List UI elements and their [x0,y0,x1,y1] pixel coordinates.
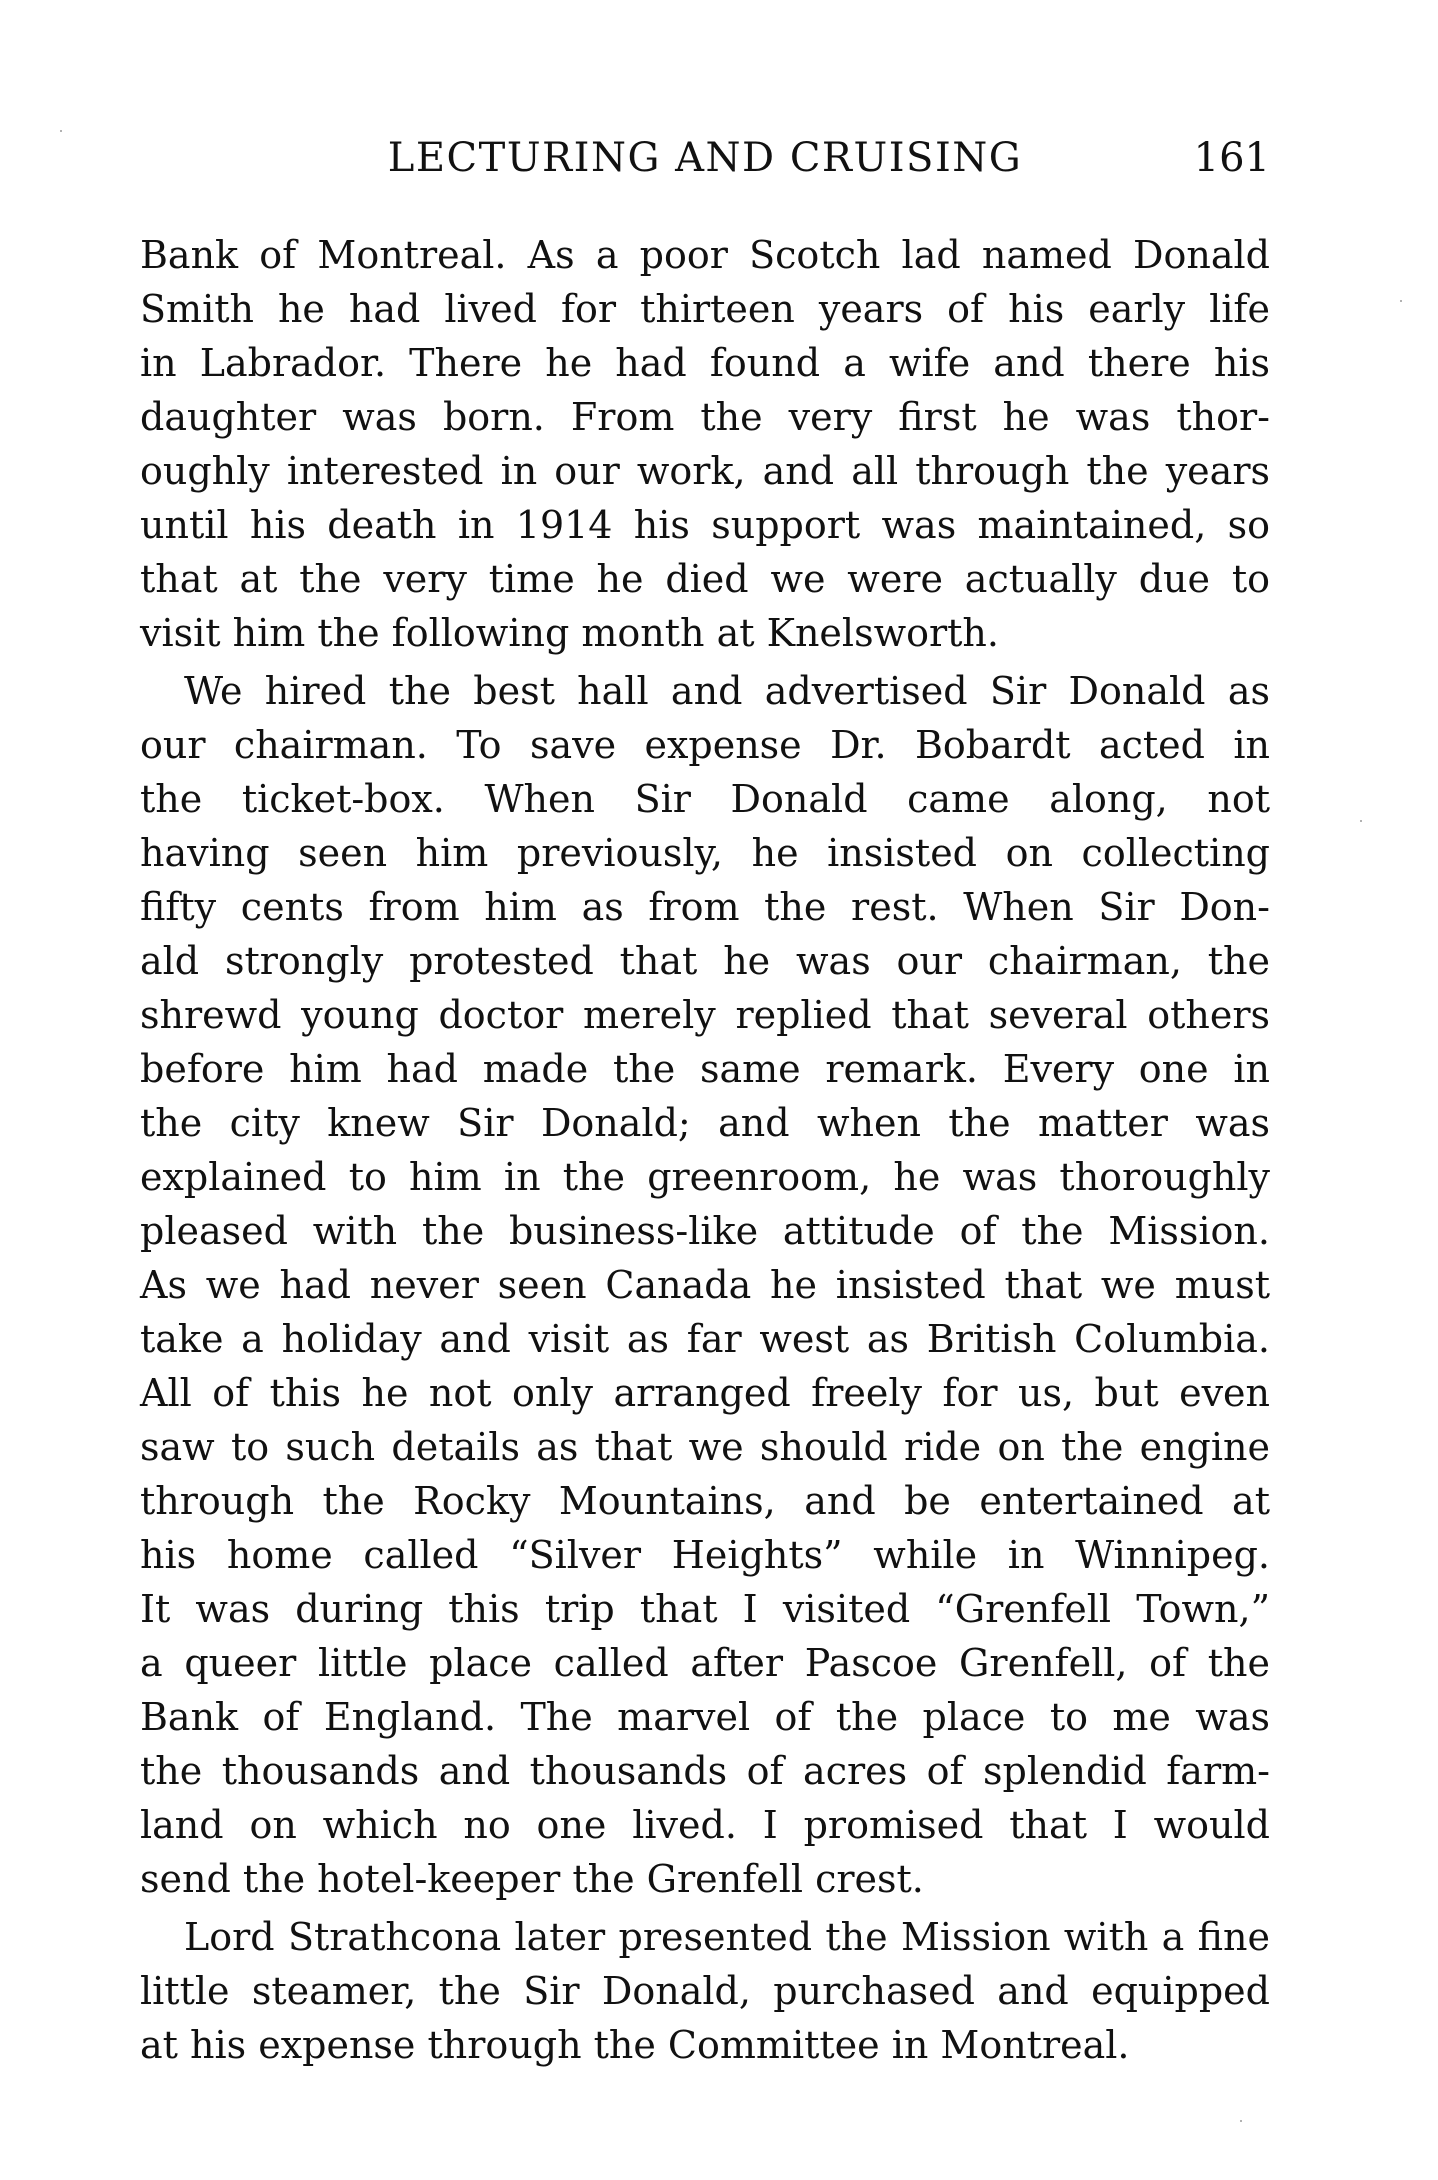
text-line: little steamer, the Sir Donald, purchased and equipped [140,1969,1270,2013]
scan-speck [1240,2120,1242,2122]
running-title: LECTURING AND CRUISING [387,135,1023,181]
text-line: As we had never seen Canada he insisted that we must [140,1263,1270,1307]
text-line: It was during this trip that I visited “Grenfell Town,” [140,1587,1270,1631]
scan-speck [60,130,62,132]
text-line: Bank of England. The marvel of the place to me was [140,1695,1270,1739]
text-line: a queer little place called after Pascoe Grenfell, of the [140,1641,1270,1685]
paragraph-1 [140,228,1270,660]
text-line: our chairman. To save expense Dr. Bobardt acted in [140,723,1270,767]
text-line: pleased with the business-like attitude of the Mission. [140,1209,1270,1253]
text-line: take a holiday and visit as far west as British Columbia. [140,1317,1270,1361]
text-line: the city knew Sir Donald; and when the matter was [140,1101,1270,1145]
scan-speck [1360,820,1362,822]
text-line: saw to such details as that we should ride on the engine [140,1425,1270,1469]
text-line: land on which no one lived. I promised that I would [140,1803,1270,1847]
text-line: Smith he had lived for thirteen years of his early life [140,287,1270,331]
text-line: Lord Strathcona later presented the Mission with a fine [184,1915,1270,1959]
text-line: until his death in 1914 his support was maintained, so [140,503,1270,547]
text-line: fifty cents from him as from the rest. When Sir Don- [140,885,1270,929]
page-number: 161 [1193,135,1270,181]
text-line: shrewd young doctor merely replied that several others [140,993,1270,1037]
text-line: Bank of Montreal. As a poor Scotch lad named Donald [140,233,1270,277]
text-line: before him had made the same remark. Every one in [140,1047,1270,1091]
paragraph-3 [140,1910,1270,2072]
text-line: the ticket-box. When Sir Donald came along, not [140,777,1270,821]
text-line: that at the very time he died we were actually due to [140,557,1270,601]
paragraph-2 [140,664,1270,1906]
scan-speck [1400,300,1402,302]
text-line: send the hotel-keeper the Grenfell crest. [140,1857,924,1901]
text-line: visit him the following month at Knelsworth. [140,611,999,655]
text-line: through the Rocky Mountains, and be entertained at [140,1479,1270,1523]
text-line: having seen him previously, he insisted on collecting [140,831,1270,875]
text-line: We hired the best hall and advertised Sir Donald as [184,669,1270,713]
text-line: in Labrador. There he had found a wife and there his [140,341,1270,385]
text-line: at his expense through the Committee in Montreal. [140,2023,1130,2067]
running-head [140,130,1270,190]
text-line: oughly interested in our work, and all through the years [140,449,1270,493]
body-text [140,228,1270,2072]
text-line: explained to him in the greenroom, he was thoroughly [140,1155,1270,1199]
text-line: his home called “Silver Heights” while in Winnipeg. [140,1533,1270,1577]
text-line: the thousands and thousands of acres of splendid farm- [140,1749,1270,1793]
text-line: ald strongly protested that he was our chairman, the [140,939,1270,983]
text-line: All of this he not only arranged freely for us, but even [140,1371,1270,1415]
text-line: daughter was born. From the very first he was thor- [140,395,1270,439]
